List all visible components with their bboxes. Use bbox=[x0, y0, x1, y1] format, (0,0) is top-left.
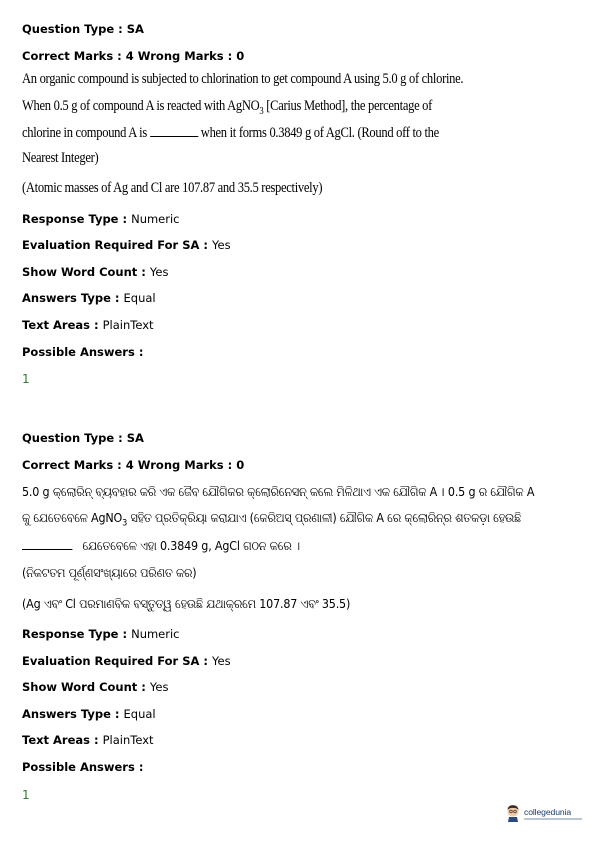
possible-answers-label: Possible Answers : bbox=[22, 760, 144, 774]
evaluation-required: Evaluation Required For SA : Yes bbox=[22, 238, 231, 252]
evaluation-required: Evaluation Required For SA : Yes bbox=[22, 654, 231, 668]
question-text-line: Nearest Integer) bbox=[22, 150, 99, 166]
answers-type: Answers Type : Equal bbox=[22, 291, 156, 305]
marks-info: Correct Marks : 4 Wrong Marks : 0 bbox=[22, 49, 245, 63]
text-areas: Text Areas : PlainText bbox=[22, 318, 154, 332]
text-areas: Text Areas : PlainText bbox=[22, 733, 154, 747]
possible-answers-label: Possible Answers : bbox=[22, 345, 144, 359]
question-type: Question Type : SA bbox=[22, 431, 144, 445]
marks-info: Correct Marks : 4 Wrong Marks : 0 bbox=[22, 458, 245, 472]
question-text-line: 5.0 g କ୍ଲୋରିନ୍ ବ୍ୟବହାର କରି ଏକ ଜୈବ ଯୌଗିକର କ୍ଲୋରିନେସନ୍ କଲେ ମିଳିଥାଏ ଏକ ଯୌଗିକ A । 0.5 g ର ଯୌଗିକ A bbox=[22, 484, 535, 499]
question-text-line: chlorine in compound A is when it forms 0.3849 g of AgCl. (Round off to the bbox=[22, 125, 439, 141]
question-text-line: An organic compound is subjected to chlorination to get compound A using 5.0 g of chlorine. bbox=[22, 71, 464, 87]
possible-answer-value: 1 bbox=[22, 788, 30, 802]
answer-blank bbox=[150, 124, 198, 137]
response-type: Response Type : Numeric bbox=[22, 212, 180, 226]
possible-answer-value: 1 bbox=[22, 372, 30, 386]
response-type: Response Type : Numeric bbox=[22, 627, 180, 641]
answers-type: Answers Type : Equal bbox=[22, 707, 156, 721]
question-text-line: ଯେତେବେଳେ ଏହା 0.3849 g, AgCl ଗଠନ କରେ । bbox=[22, 537, 300, 554]
show-word-count: Show Word Count : Yes bbox=[22, 265, 169, 279]
collegedunia-logo bbox=[505, 804, 585, 828]
question-text-line: (ନିକଟତମ ପୂର୍ଣ୍ଣସଂଖ୍ୟାରେ ପରିଣତ କର) bbox=[22, 565, 197, 580]
show-word-count: Show Word Count : Yes bbox=[22, 680, 169, 694]
logo-text: collegedunia bbox=[524, 807, 572, 817]
question-text-line: (Atomic masses of Ag and Cl are 107.87 and 35.5 respectively) bbox=[22, 180, 323, 196]
question-text-line: When 0.5 g of compound A is reacted with AgNO$_3$ [Carius Method], the percentage of bbox=[22, 98, 433, 117]
logo-tagline-bar bbox=[524, 818, 582, 820]
answer-blank bbox=[22, 537, 72, 550]
question-type: Question Type : SA bbox=[22, 22, 144, 36]
question-text-line: (Ag ଏବଂ Cl ପରମାଣବିକ ବସ୍ତୁତ୍ୱ ହେଉଛି ଯଥାକ୍ରମେ 107.87 ଏବଂ 35.5) bbox=[22, 596, 351, 611]
student-avatar-icon bbox=[505, 804, 521, 822]
question-text-line: କୁ ଯେତେବେଳେ AgNO$_3$ ସହିତ ପ୍ରତିକ୍ରିୟା କରାଯାଏ (କେରିଅସ୍ ପ୍ରଣାଳୀ) ଯୌଗିକ A ରେ କ୍ଲୋରିନ୍‌ର ଶତକଡ଼ା ହେଉଛି bbox=[22, 510, 522, 529]
